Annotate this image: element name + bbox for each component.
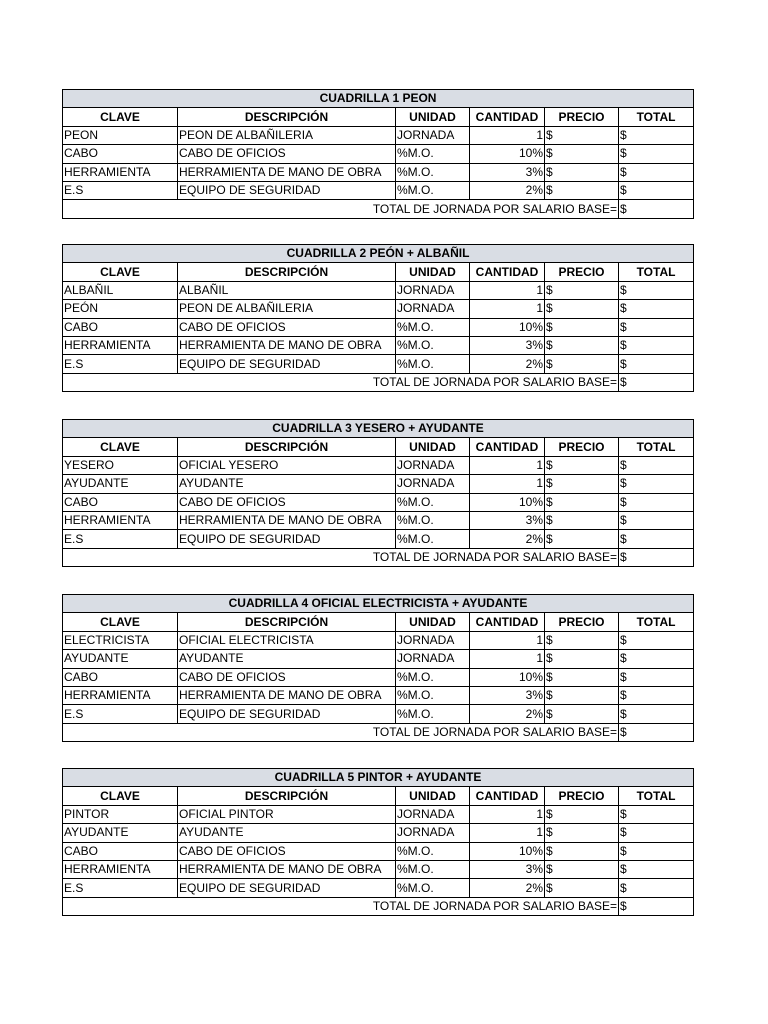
clave-cell: CABO bbox=[63, 493, 178, 511]
precio-cell: $ bbox=[545, 336, 619, 354]
column-header-clave: CLAVE bbox=[63, 787, 178, 805]
descripcion-cell: HERRAMIENTA DE MANO DE OBRA bbox=[178, 686, 396, 704]
descripcion-cell: AYUDANTE bbox=[178, 650, 396, 668]
precio-cell: $ bbox=[545, 668, 619, 686]
clave-cell: AYUDANTE bbox=[63, 650, 178, 668]
column-header-row bbox=[63, 787, 694, 805]
column-header-unidad: UNIDAD bbox=[396, 108, 470, 126]
table-row bbox=[63, 805, 694, 823]
column-header-unidad: UNIDAD bbox=[396, 263, 470, 281]
table-row bbox=[63, 318, 694, 336]
total-cell: $ bbox=[619, 336, 694, 354]
cantidad-cell: 10% bbox=[470, 318, 545, 336]
table-row bbox=[63, 824, 694, 842]
clave-cell: HERRAMIENTA bbox=[63, 511, 178, 529]
total-cell: $ bbox=[619, 126, 694, 144]
precio-cell: $ bbox=[545, 631, 619, 649]
total-cell: $ bbox=[619, 511, 694, 529]
cuadrilla-title-row bbox=[63, 420, 694, 438]
column-header-clave: CLAVE bbox=[63, 108, 178, 126]
total-cell: $ bbox=[619, 163, 694, 181]
descripcion-cell: CABO DE OFICIOS bbox=[178, 842, 396, 860]
column-header-unidad: UNIDAD bbox=[396, 787, 470, 805]
cuadrilla-title: CUADRILLA 1 PEON bbox=[63, 90, 694, 108]
unidad-cell: %M.O. bbox=[396, 511, 470, 529]
cuadrilla-table bbox=[62, 768, 694, 916]
descripcion-cell: EQUIPO DE SEGURIDAD bbox=[178, 355, 396, 373]
total-jornada-label: TOTAL DE JORNADA POR SALARIO BASE= bbox=[63, 548, 619, 566]
total-jornada-label: TOTAL DE JORNADA POR SALARIO BASE= bbox=[63, 897, 619, 915]
descripcion-cell: HERRAMIENTA DE MANO DE OBRA bbox=[178, 163, 396, 181]
clave-cell: E.S bbox=[63, 879, 178, 897]
cantidad-cell: 10% bbox=[470, 668, 545, 686]
descripcion-cell: HERRAMIENTA DE MANO DE OBRA bbox=[178, 336, 396, 354]
total-cell: $ bbox=[619, 824, 694, 842]
total-cell: $ bbox=[619, 668, 694, 686]
clave-cell: ELECTRICISTA bbox=[63, 631, 178, 649]
descripcion-cell: EQUIPO DE SEGURIDAD bbox=[178, 705, 396, 723]
clave-cell: E.S bbox=[63, 355, 178, 373]
precio-cell: $ bbox=[545, 705, 619, 723]
total-cell: $ bbox=[619, 705, 694, 723]
column-header-total: TOTAL bbox=[619, 613, 694, 631]
cantidad-cell: 1 bbox=[470, 126, 545, 144]
clave-cell: PEON bbox=[63, 126, 178, 144]
unidad-cell: JORNADA bbox=[396, 126, 470, 144]
precio-cell: $ bbox=[545, 686, 619, 704]
column-header-clave: CLAVE bbox=[63, 613, 178, 631]
table-row bbox=[63, 475, 694, 493]
clave-cell: E.S bbox=[63, 530, 178, 548]
clave-cell: HERRAMIENTA bbox=[63, 336, 178, 354]
table-row bbox=[63, 650, 694, 668]
column-header-row bbox=[63, 613, 694, 631]
total-row bbox=[63, 548, 694, 566]
column-header-descripcion: DESCRIPCIÓN bbox=[178, 108, 396, 126]
total-cell: $ bbox=[619, 355, 694, 373]
column-header-cantidad: CANTIDAD bbox=[470, 613, 545, 631]
column-header-descripcion: DESCRIPCIÓN bbox=[178, 438, 396, 456]
total-cell: $ bbox=[619, 493, 694, 511]
cuadrilla-title: CUADRILLA 5 PINTOR + AYUDANTE bbox=[63, 769, 694, 787]
precio-cell: $ bbox=[545, 824, 619, 842]
total-jornada-label: TOTAL DE JORNADA POR SALARIO BASE= bbox=[63, 200, 619, 218]
column-header-descripcion: DESCRIPCIÓN bbox=[178, 787, 396, 805]
clave-cell: HERRAMIENTA bbox=[63, 860, 178, 878]
total-cell: $ bbox=[619, 300, 694, 318]
cantidad-cell: 1 bbox=[470, 650, 545, 668]
column-header-total: TOTAL bbox=[619, 108, 694, 126]
cantidad-cell: 2% bbox=[470, 705, 545, 723]
clave-cell: AYUDANTE bbox=[63, 475, 178, 493]
descripcion-cell: ALBAÑIL bbox=[178, 281, 396, 299]
descripcion-cell: OFICIAL ELECTRICISTA bbox=[178, 631, 396, 649]
descripcion-cell: PEON DE ALBAÑILERIA bbox=[178, 300, 396, 318]
clave-cell: YESERO bbox=[63, 456, 178, 474]
table-row bbox=[63, 860, 694, 878]
unidad-cell: %M.O. bbox=[396, 163, 470, 181]
cantidad-cell: 1 bbox=[470, 824, 545, 842]
cantidad-cell: 10% bbox=[470, 842, 545, 860]
total-row bbox=[63, 200, 694, 218]
clave-cell: HERRAMIENTA bbox=[63, 686, 178, 704]
unidad-cell: %M.O. bbox=[396, 145, 470, 163]
column-header-precio: PRECIO bbox=[545, 263, 619, 281]
total-cell: $ bbox=[619, 805, 694, 823]
unidad-cell: JORNADA bbox=[396, 475, 470, 493]
unidad-cell: JORNADA bbox=[396, 631, 470, 649]
descripcion-cell: CABO DE OFICIOS bbox=[178, 145, 396, 163]
column-header-unidad: UNIDAD bbox=[396, 438, 470, 456]
cantidad-cell: 3% bbox=[470, 336, 545, 354]
cantidad-cell: 2% bbox=[470, 530, 545, 548]
cuadrilla-table bbox=[62, 419, 694, 567]
descripcion-cell: AYUDANTE bbox=[178, 475, 396, 493]
total-cell: $ bbox=[619, 631, 694, 649]
precio-cell: $ bbox=[545, 860, 619, 878]
column-header-total: TOTAL bbox=[619, 438, 694, 456]
table-row bbox=[63, 456, 694, 474]
total-cell: $ bbox=[619, 145, 694, 163]
table-row bbox=[63, 631, 694, 649]
column-header-descripcion: DESCRIPCIÓN bbox=[178, 613, 396, 631]
total-cell: $ bbox=[619, 842, 694, 860]
unidad-cell: %M.O. bbox=[396, 336, 470, 354]
precio-cell: $ bbox=[545, 145, 619, 163]
precio-cell: $ bbox=[545, 300, 619, 318]
table-row bbox=[63, 668, 694, 686]
clave-cell: CABO bbox=[63, 145, 178, 163]
descripcion-cell: AYUDANTE bbox=[178, 824, 396, 842]
precio-cell: $ bbox=[545, 650, 619, 668]
unidad-cell: %M.O. bbox=[396, 493, 470, 511]
descripcion-cell: EQUIPO DE SEGURIDAD bbox=[178, 879, 396, 897]
descripcion-cell: OFICIAL YESERO bbox=[178, 456, 396, 474]
clave-cell: CABO bbox=[63, 668, 178, 686]
cantidad-cell: 3% bbox=[470, 511, 545, 529]
precio-cell: $ bbox=[545, 511, 619, 529]
unidad-cell: JORNADA bbox=[396, 650, 470, 668]
cuadrilla-title: CUADRILLA 3 YESERO + AYUDANTE bbox=[63, 420, 694, 438]
table-row bbox=[63, 355, 694, 373]
cuadrilla-table bbox=[62, 89, 694, 219]
total-cell: $ bbox=[619, 475, 694, 493]
cuadrilla-table bbox=[62, 244, 694, 392]
unidad-cell: %M.O. bbox=[396, 879, 470, 897]
precio-cell: $ bbox=[545, 475, 619, 493]
total-jornada-value: $ bbox=[619, 373, 694, 391]
total-jornada-value: $ bbox=[619, 897, 694, 915]
clave-cell: E.S bbox=[63, 705, 178, 723]
cantidad-cell: 3% bbox=[470, 860, 545, 878]
precio-cell: $ bbox=[545, 530, 619, 548]
table-row bbox=[63, 145, 694, 163]
cuadrilla-title: CUADRILLA 2 PEÓN + ALBAÑIL bbox=[63, 245, 694, 263]
column-header-total: TOTAL bbox=[619, 263, 694, 281]
table-row bbox=[63, 511, 694, 529]
total-cell: $ bbox=[619, 860, 694, 878]
cantidad-cell: 1 bbox=[470, 300, 545, 318]
unidad-cell: JORNADA bbox=[396, 300, 470, 318]
table-row bbox=[63, 530, 694, 548]
total-jornada-value: $ bbox=[619, 200, 694, 218]
cantidad-cell: 10% bbox=[470, 145, 545, 163]
total-cell: $ bbox=[619, 650, 694, 668]
table-row bbox=[63, 686, 694, 704]
unidad-cell: %M.O. bbox=[396, 668, 470, 686]
precio-cell: $ bbox=[545, 805, 619, 823]
total-cell: $ bbox=[619, 530, 694, 548]
cantidad-cell: 2% bbox=[470, 181, 545, 199]
table-row bbox=[63, 181, 694, 199]
cantidad-cell: 1 bbox=[470, 631, 545, 649]
column-header-cantidad: CANTIDAD bbox=[470, 108, 545, 126]
unidad-cell: %M.O. bbox=[396, 860, 470, 878]
column-header-total: TOTAL bbox=[619, 787, 694, 805]
precio-cell: $ bbox=[545, 281, 619, 299]
table-row bbox=[63, 336, 694, 354]
cuadrilla-table bbox=[62, 594, 694, 742]
unidad-cell: %M.O. bbox=[396, 318, 470, 336]
total-cell: $ bbox=[619, 456, 694, 474]
cantidad-cell: 1 bbox=[470, 805, 545, 823]
clave-cell: ALBAÑIL bbox=[63, 281, 178, 299]
total-cell: $ bbox=[619, 181, 694, 199]
column-header-clave: CLAVE bbox=[63, 438, 178, 456]
cuadrilla-title-row bbox=[63, 769, 694, 787]
unidad-cell: JORNADA bbox=[396, 456, 470, 474]
descripcion-cell: EQUIPO DE SEGURIDAD bbox=[178, 530, 396, 548]
unidad-cell: %M.O. bbox=[396, 530, 470, 548]
unidad-cell: %M.O. bbox=[396, 181, 470, 199]
unidad-cell: JORNADA bbox=[396, 281, 470, 299]
column-header-descripcion: DESCRIPCIÓN bbox=[178, 263, 396, 281]
unidad-cell: JORNADA bbox=[396, 824, 470, 842]
precio-cell: $ bbox=[545, 842, 619, 860]
table-row bbox=[63, 126, 694, 144]
column-header-row bbox=[63, 108, 694, 126]
precio-cell: $ bbox=[545, 163, 619, 181]
column-header-cantidad: CANTIDAD bbox=[470, 787, 545, 805]
cuadrilla-title-row bbox=[63, 90, 694, 108]
table-row bbox=[63, 163, 694, 181]
table-row bbox=[63, 879, 694, 897]
clave-cell: HERRAMIENTA bbox=[63, 163, 178, 181]
total-jornada-label: TOTAL DE JORNADA POR SALARIO BASE= bbox=[63, 373, 619, 391]
column-header-unidad: UNIDAD bbox=[396, 613, 470, 631]
cantidad-cell: 3% bbox=[470, 686, 545, 704]
cantidad-cell: 3% bbox=[470, 163, 545, 181]
total-cell: $ bbox=[619, 281, 694, 299]
table-row bbox=[63, 281, 694, 299]
unidad-cell: %M.O. bbox=[396, 686, 470, 704]
table-row bbox=[63, 705, 694, 723]
clave-cell: CABO bbox=[63, 842, 178, 860]
clave-cell: PEÓN bbox=[63, 300, 178, 318]
total-row bbox=[63, 723, 694, 741]
column-header-row bbox=[63, 438, 694, 456]
column-header-clave: CLAVE bbox=[63, 263, 178, 281]
descripcion-cell: HERRAMIENTA DE MANO DE OBRA bbox=[178, 511, 396, 529]
column-header-precio: PRECIO bbox=[545, 787, 619, 805]
cantidad-cell: 2% bbox=[470, 355, 545, 373]
total-jornada-value: $ bbox=[619, 548, 694, 566]
descripcion-cell: CABO DE OFICIOS bbox=[178, 668, 396, 686]
descripcion-cell: HERRAMIENTA DE MANO DE OBRA bbox=[178, 860, 396, 878]
clave-cell: CABO bbox=[63, 318, 178, 336]
total-cell: $ bbox=[619, 686, 694, 704]
precio-cell: $ bbox=[545, 493, 619, 511]
cuadrilla-title-row bbox=[63, 245, 694, 263]
column-header-precio: PRECIO bbox=[545, 108, 619, 126]
total-row bbox=[63, 373, 694, 391]
table-row bbox=[63, 493, 694, 511]
total-row bbox=[63, 897, 694, 915]
total-cell: $ bbox=[619, 318, 694, 336]
cuadrilla-title: CUADRILLA 4 OFICIAL ELECTRICISTA + AYUDANTE bbox=[63, 595, 694, 613]
descripcion-cell: OFICIAL PINTOR bbox=[178, 805, 396, 823]
total-jornada-value: $ bbox=[619, 723, 694, 741]
cantidad-cell: 1 bbox=[470, 281, 545, 299]
column-header-cantidad: CANTIDAD bbox=[470, 438, 545, 456]
descripcion-cell: PEON DE ALBAÑILERIA bbox=[178, 126, 396, 144]
table-row bbox=[63, 300, 694, 318]
descripcion-cell: CABO DE OFICIOS bbox=[178, 493, 396, 511]
clave-cell: E.S bbox=[63, 181, 178, 199]
unidad-cell: JORNADA bbox=[396, 805, 470, 823]
precio-cell: $ bbox=[545, 181, 619, 199]
descripcion-cell: EQUIPO DE SEGURIDAD bbox=[178, 181, 396, 199]
column-header-cantidad: CANTIDAD bbox=[470, 263, 545, 281]
descripcion-cell: CABO DE OFICIOS bbox=[178, 318, 396, 336]
precio-cell: $ bbox=[545, 318, 619, 336]
cantidad-cell: 1 bbox=[470, 475, 545, 493]
clave-cell: PINTOR bbox=[63, 805, 178, 823]
total-jornada-label: TOTAL DE JORNADA POR SALARIO BASE= bbox=[63, 723, 619, 741]
unidad-cell: %M.O. bbox=[396, 842, 470, 860]
precio-cell: $ bbox=[545, 126, 619, 144]
precio-cell: $ bbox=[545, 456, 619, 474]
column-header-precio: PRECIO bbox=[545, 438, 619, 456]
total-cell: $ bbox=[619, 879, 694, 897]
unidad-cell: %M.O. bbox=[396, 355, 470, 373]
precio-cell: $ bbox=[545, 879, 619, 897]
column-header-precio: PRECIO bbox=[545, 613, 619, 631]
cuadrilla-title-row bbox=[63, 595, 694, 613]
cantidad-cell: 10% bbox=[470, 493, 545, 511]
table-row bbox=[63, 842, 694, 860]
clave-cell: AYUDANTE bbox=[63, 824, 178, 842]
cantidad-cell: 2% bbox=[470, 879, 545, 897]
unidad-cell: %M.O. bbox=[396, 705, 470, 723]
precio-cell: $ bbox=[545, 355, 619, 373]
column-header-row bbox=[63, 263, 694, 281]
cantidad-cell: 1 bbox=[470, 456, 545, 474]
